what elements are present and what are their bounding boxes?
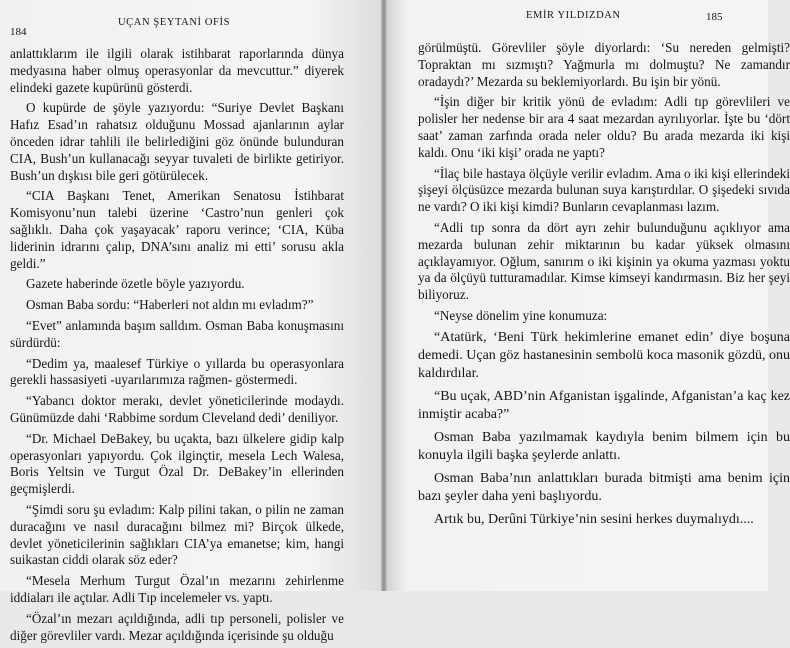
paragraph: “Mesela Merhum Turgut Özal’ın mezarını zehirlenme iddiaları ile açtılar. Adli Tıp incelemeler vs. yaptı. [10,573,344,605]
book-gutter [381,0,387,591]
right-body-text [418,40,790,534]
paragraph: “İşin diğer bir kritik yönü de evladım: Adli tıp görevlileri ve polisler her nedense bir ara 4 saat mezardan ayrılıyorlar. İşte bu ‘dört saat’ zaman zarfında orada neler oldu? Bu arada mezarda iki kişi kaldı. Onu ‘iki kişi’ orada ne yaptı? [418,94,790,160]
paragraph: “İlaç bile hastaya ölçüyle verilir evladım. Ama o iki kişi ellerindeki şişeyi ölçüsüzce mezarda bulunan suya karıştırdılar. O şişedeki sıvıda ne vardı? O iki kişi kimdi? Bunların cevaplanması lazım. [418,165,790,215]
paragraph: anlattıklarım ile ilgili olarak istihbarat raporlarında dünya medyasına haber olmuş operasyonlar da mevcuttur.” diyerek elindeki gazete kupürünü gösterdi. [10,46,344,95]
paragraph: “Dedim ya, maalesef Türkiye o yıllarda bu operasyonlara gerekli hassasiyeti -uyarılarımıza rağmen- göstermedi. [10,355,344,388]
paragraph: “Evet” anlamında başım salldım. Osman Baba konuşmasını sürdürdü: [10,317,344,350]
right-running-header: EMİR YILDIZDAN [526,10,621,21]
paragraph: görülmüştü. Görevliler şöyle diyorlardı: ‘Su nereden gelmişti? Topraktan mı sızmıştı? Yağmurla mı dolmuştu? Ne zamandır oradaydı?’ Mezarda su beklemiyorlardı. Bu işin bir yönü. [418,40,790,89]
paragraph: Artık bu, Derûni Türkiye’nin sesini herkes duymalıydı.... [434,511,754,527]
paragraph: Gazete haberinde özetle böyle yazıyordu. [26,276,245,292]
paragraph: “CIA Başkanı Tenet, Amerikan Senatosu İstihbarat Komisyonu’nun talebi üzerine ‘Castro’nun genleri çok sağlıklı. Daha çok yaşayacak’ raporu verince; ‘CIA, Küba liderinin idrarını çalıp, DNA’sını analiz mi etti’ sorusu akla geldi.” [10,188,344,271]
right-page [384,0,790,591]
right-page-number: 185 [706,11,723,23]
left-body-text [10,46,344,648]
left-page [0,0,384,643]
paragraph: “Şimdi soru şu evladım: Kalp pilini takan, o pilin ne zaman duracağını ve nasıl duracağını bilmez mi? Birçok ülkede, devlet yöneticilerinin sağlıkları CIA’ya emanetse; kim, hangi suikastan ciddi olarak söz eder? [10,501,344,568]
paragraph: Osman Baba sordu: “Haberleri not aldın mı evladım?” [26,297,314,313]
paragraph: Osman Baba yazılmamak kaydıyla benim bilmem için bu konuyla ilgili başka şeylerde anlattı. [418,429,790,463]
paragraph: “Adli tıp sonra da dört ayrı zehir bulunduğunu açıklıyor ama mezarda bulunan zehir miktarının bu kadar yüksek olmasını açıklayamıyor. Oğlum, sanırım o iki kişinin ya okuma yazması yoktu ya da ölçüyü tutturamadılar. Kimse kimseyi kandırmasın. Biz her şeyi biliyoruz. [418,219,790,303]
paragraph: “Dr. Michael DeBakey, bu uçakta, bazı ülkelere gidip kalp operasyonları yapıyordu. Çok ilginçtir, mesela Lech Walesa, Boris Yeltsin ve Turgut Özal Dr. DeBakey’in ellerinden geçmişlerdi. [10,430,344,497]
paragraph: O kupürde de şöyle yazıyordu: “Suriye Devlet Başkanı Hafız Esad’ın rahatsız olduğunu Mossad ajanlarının aylar önceden idrar tahlili ile belirlediğini göz önünde bulunduran CIA, Bush’un kullanacağı seyyar tuvaleti de birlikte getiriyor. Bush’un dışkısı bile geri götürülecek. [10,100,344,183]
paragraph: “Atatürk, ‘Beni Türk hekimlerine emanet edin’ diye boşuna demedi. Uçan göz hastanesinin sembolü koca masonik gözdü, onu kaldırdılar. [418,329,790,381]
paragraph: “Neyse dönelim yine konumuza: [434,307,608,323]
paragraph: “Bu uçak, ABD’nin Afganistan işgalinde, Afganistan’a kaç kez inmiştir acaba?” [418,388,790,422]
paragraph: “Özal’ın mezarı açıldığında, adli tıp personeli, polisler ve diğer görevliler vardı. Mezar açıldığında içerisinde şu olduğu [10,610,344,643]
left-page-number: 184 [10,26,27,38]
left-running-header: UÇAN ŞEYTANİ OFİS [118,17,231,28]
paragraph: Osman Baba’nın anlattıkları burada bitmişti ama benim için bazı şeyler daha yeni başlıyordu. [418,470,790,504]
paragraph: “Yabancı doktor merakı, devlet yöneticilerinde modaydı. Günümüzde dahi ‘Rabbime sordum Cleveland dedi’ deniliyor. [10,393,344,425]
